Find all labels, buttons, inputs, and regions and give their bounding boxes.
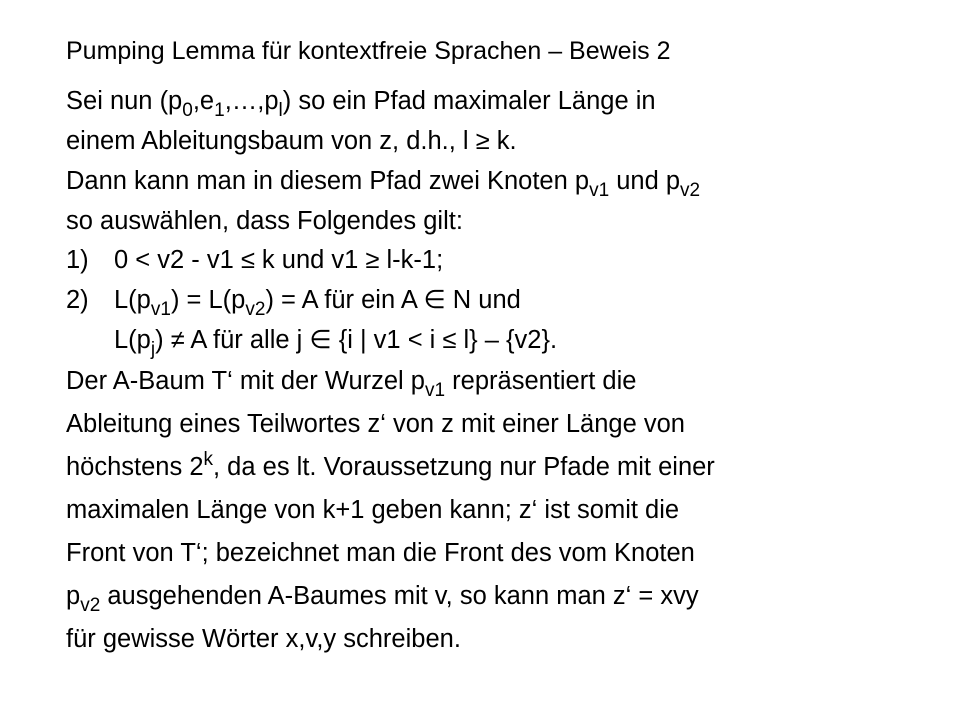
list-item-1 [66, 240, 946, 280]
list-item-2-continuation [66, 320, 946, 360]
text: Dann kann man in diesem Pfad zwei Knoten p [66, 167, 590, 195]
para3-line4: maximalen Länge von k+1 geben kann; z‘ ist somit die [66, 496, 680, 524]
para3-line3 [66, 446, 946, 489]
subscript: v2 [245, 299, 266, 320]
list-number: 1) [66, 246, 89, 274]
text: p [66, 582, 81, 610]
text: ) ≠ A für alle j ∈ {i | v1 < i ≤ l} – {v2}. [155, 326, 558, 354]
text: ) so ein Pfad maximaler Länge in [282, 87, 656, 115]
text: ausgehenden A-Baumes mit v, so kann man z‘ = xvy [100, 582, 699, 610]
subscript: v2 [680, 180, 701, 201]
para1-line2: einem Ableitungsbaum von z, d.h., l ≥ k. [66, 127, 517, 155]
text: ) = L(p [170, 286, 246, 314]
para1-line1 [66, 80, 946, 123]
text: Der A-Baum T‘ mit der Wurzel p [66, 367, 425, 395]
para3-line2: Ableitung eines Teilwortes z‘ von z mit einer Länge von [66, 410, 685, 438]
text: ,e [192, 87, 215, 115]
subscript: 1 [214, 100, 225, 121]
para2-line1 [66, 160, 946, 203]
text: L(p [114, 326, 151, 354]
subscript: v1 [150, 299, 171, 320]
text: ,…,p [224, 87, 279, 115]
list-number: 2) [66, 286, 89, 314]
para3-line1 [66, 360, 946, 403]
text: repräsentiert die [445, 367, 637, 395]
text: Sei nun (p [66, 87, 183, 115]
text: höchstens 2 [66, 453, 204, 481]
text: ) = A für ein A ∈ N und [265, 286, 521, 314]
subscript: 0 [182, 100, 193, 121]
para3-line6 [66, 575, 946, 618]
text: und p [609, 167, 681, 195]
subscript: v2 [80, 595, 101, 616]
para2-line2: so auswählen, dass Folgendes gilt: [66, 207, 463, 235]
slide-body [66, 80, 946, 661]
subscript: v1 [589, 180, 610, 201]
subscript: l [278, 100, 283, 121]
text: L(p [114, 286, 151, 314]
list-item-2 [66, 280, 946, 320]
list-text: 0 < v2 - v1 ≤ k und v1 ≥ l-k-1; [114, 246, 444, 274]
slide-title: Pumping Lemma für kontextfreie Sprachen – Beweis 2 [66, 37, 671, 65]
para3-line5: Front von T‘; bezeichnet man die Front des vom Knoten [66, 539, 695, 567]
text: , da es lt. Voraussetzung nur Pfade mit einer [213, 453, 715, 481]
subscript: j [150, 339, 156, 360]
para3-line7: für gewisse Wörter x,v,y schreiben. [66, 625, 461, 653]
subscript: v1 [425, 380, 446, 401]
superscript: k [203, 449, 214, 470]
